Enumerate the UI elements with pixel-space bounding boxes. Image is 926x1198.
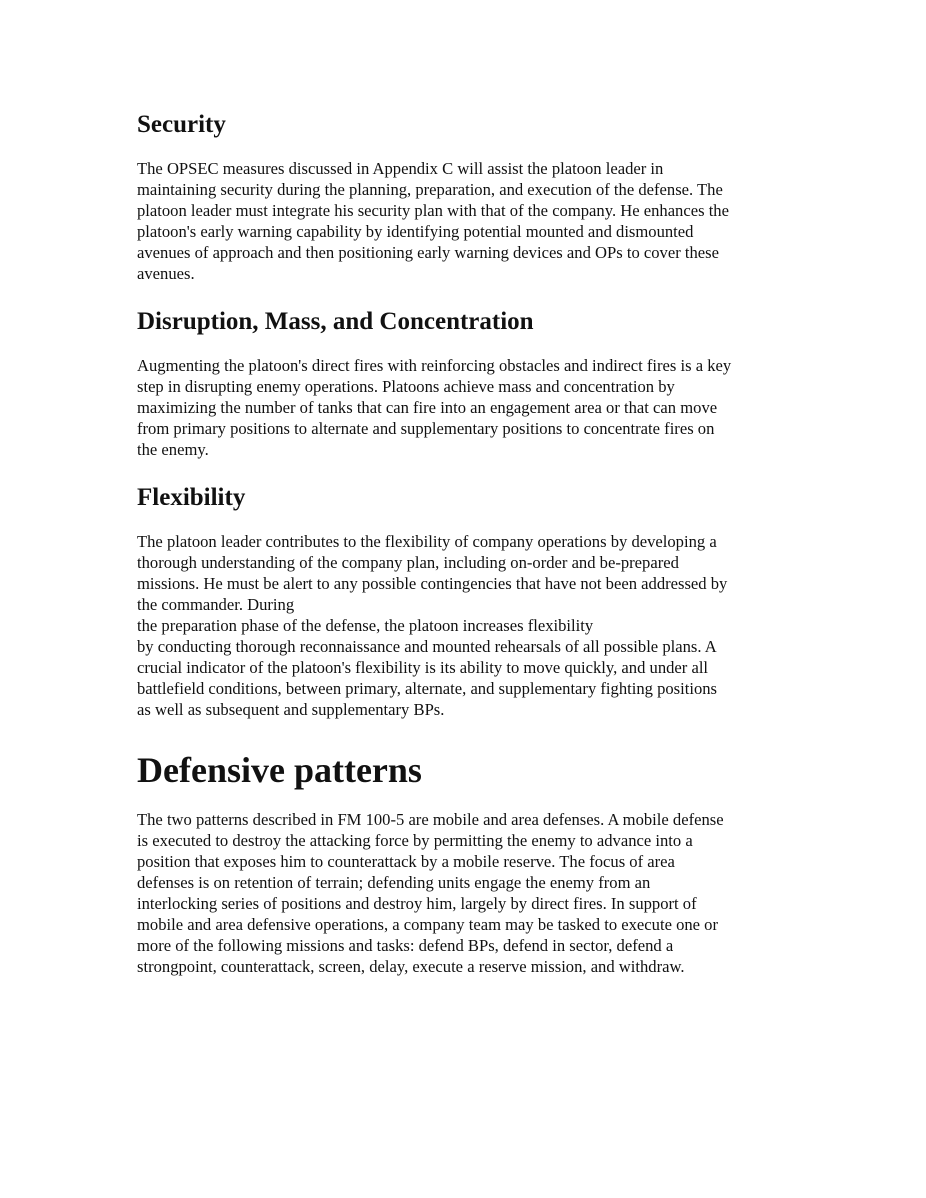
text-line: mobile and area defensive operations, a company team may be tasked to execute one or — [137, 915, 719, 934]
text-line: The two patterns described in FM 100-5 are mobile and area defenses. A mobile defense — [137, 810, 724, 829]
text-line: battlefield conditions, between primary, alternate, and supplementary fighting positions — [137, 679, 718, 698]
section-paragraph-security — [137, 158, 797, 284]
text-line: the preparation phase of the defense, the platoon increases flexibility — [137, 616, 594, 635]
text-line: missions. He must be alert to any possible contingencies that have not been addressed by — [137, 574, 728, 593]
section-heading-disruption: Disruption, Mass, and Concentration — [137, 308, 534, 335]
text-line: is executed to destroy the attacking force by permitting the enemy to advance into a — [137, 831, 693, 850]
text-line: interlocking series of positions and destroy him, largely by direct fires. In support of — [137, 894, 697, 913]
text-line: the commander. During — [137, 595, 295, 614]
section-paragraph-disruption — [137, 355, 797, 460]
text-line: avenues. — [137, 264, 195, 283]
text-line: as well as subsequent and supplementary BPs. — [137, 700, 445, 719]
text-line: from primary positions to alternate and supplementary positions to concentrate fires on — [137, 419, 715, 438]
section-heading-flexibility: Flexibility — [137, 484, 246, 511]
text-line: crucial indicator of the platoon's flexibility is its ability to move quickly, and under all — [137, 658, 709, 677]
text-line: position that exposes him to counterattack by a mobile reserve. The focus of area — [137, 852, 675, 871]
text-line: platoon's early warning capability by identifying potential mounted and dismounted — [137, 222, 694, 241]
section-heading-security: Security — [137, 111, 226, 138]
text-line: avenues of approach and then positioning early warning devices and OPs to cover these — [137, 243, 719, 262]
text-line: platoon leader must integrate his security plan with that of the company. He enhances the — [137, 201, 729, 220]
text-line: maximizing the number of tanks that can fire into an engagement area or that can move — [137, 398, 718, 417]
text-line: maintaining security during the planning, preparation, and execution of the defense. The — [137, 180, 723, 199]
text-line: thorough understanding of the company plan, including on-order and be-prepared — [137, 553, 679, 572]
text-line: step in disrupting enemy operations. Platoons achieve mass and concentration by — [137, 377, 675, 396]
text-line: The platoon leader contributes to the flexibility of company operations by developing a — [137, 532, 717, 551]
text-line: strongpoint, counterattack, screen, delay, execute a reserve mission, and withdraw. — [137, 957, 685, 976]
text-line: the enemy. — [137, 440, 209, 459]
section-heading-defensive-patterns: Defensive patterns — [137, 750, 422, 790]
text-line: more of the following missions and tasks: defend BPs, defend in sector, defend a — [137, 936, 674, 955]
text-line: defenses is on retention of terrain; defending units engage the enemy from an — [137, 873, 651, 892]
section-paragraph-flexibility — [137, 531, 797, 720]
text-line: Augmenting the platoon's direct fires with reinforcing obstacles and indirect fires is a key — [137, 356, 732, 375]
page-content — [137, 108, 797, 977]
section-paragraph-defensive-patterns — [137, 809, 797, 977]
text-line: by conducting thorough reconnaissance and mounted rehearsals of all possible plans. A — [137, 637, 717, 656]
text-line: The OPSEC measures discussed in Appendix C will assist the platoon leader in — [137, 159, 664, 178]
